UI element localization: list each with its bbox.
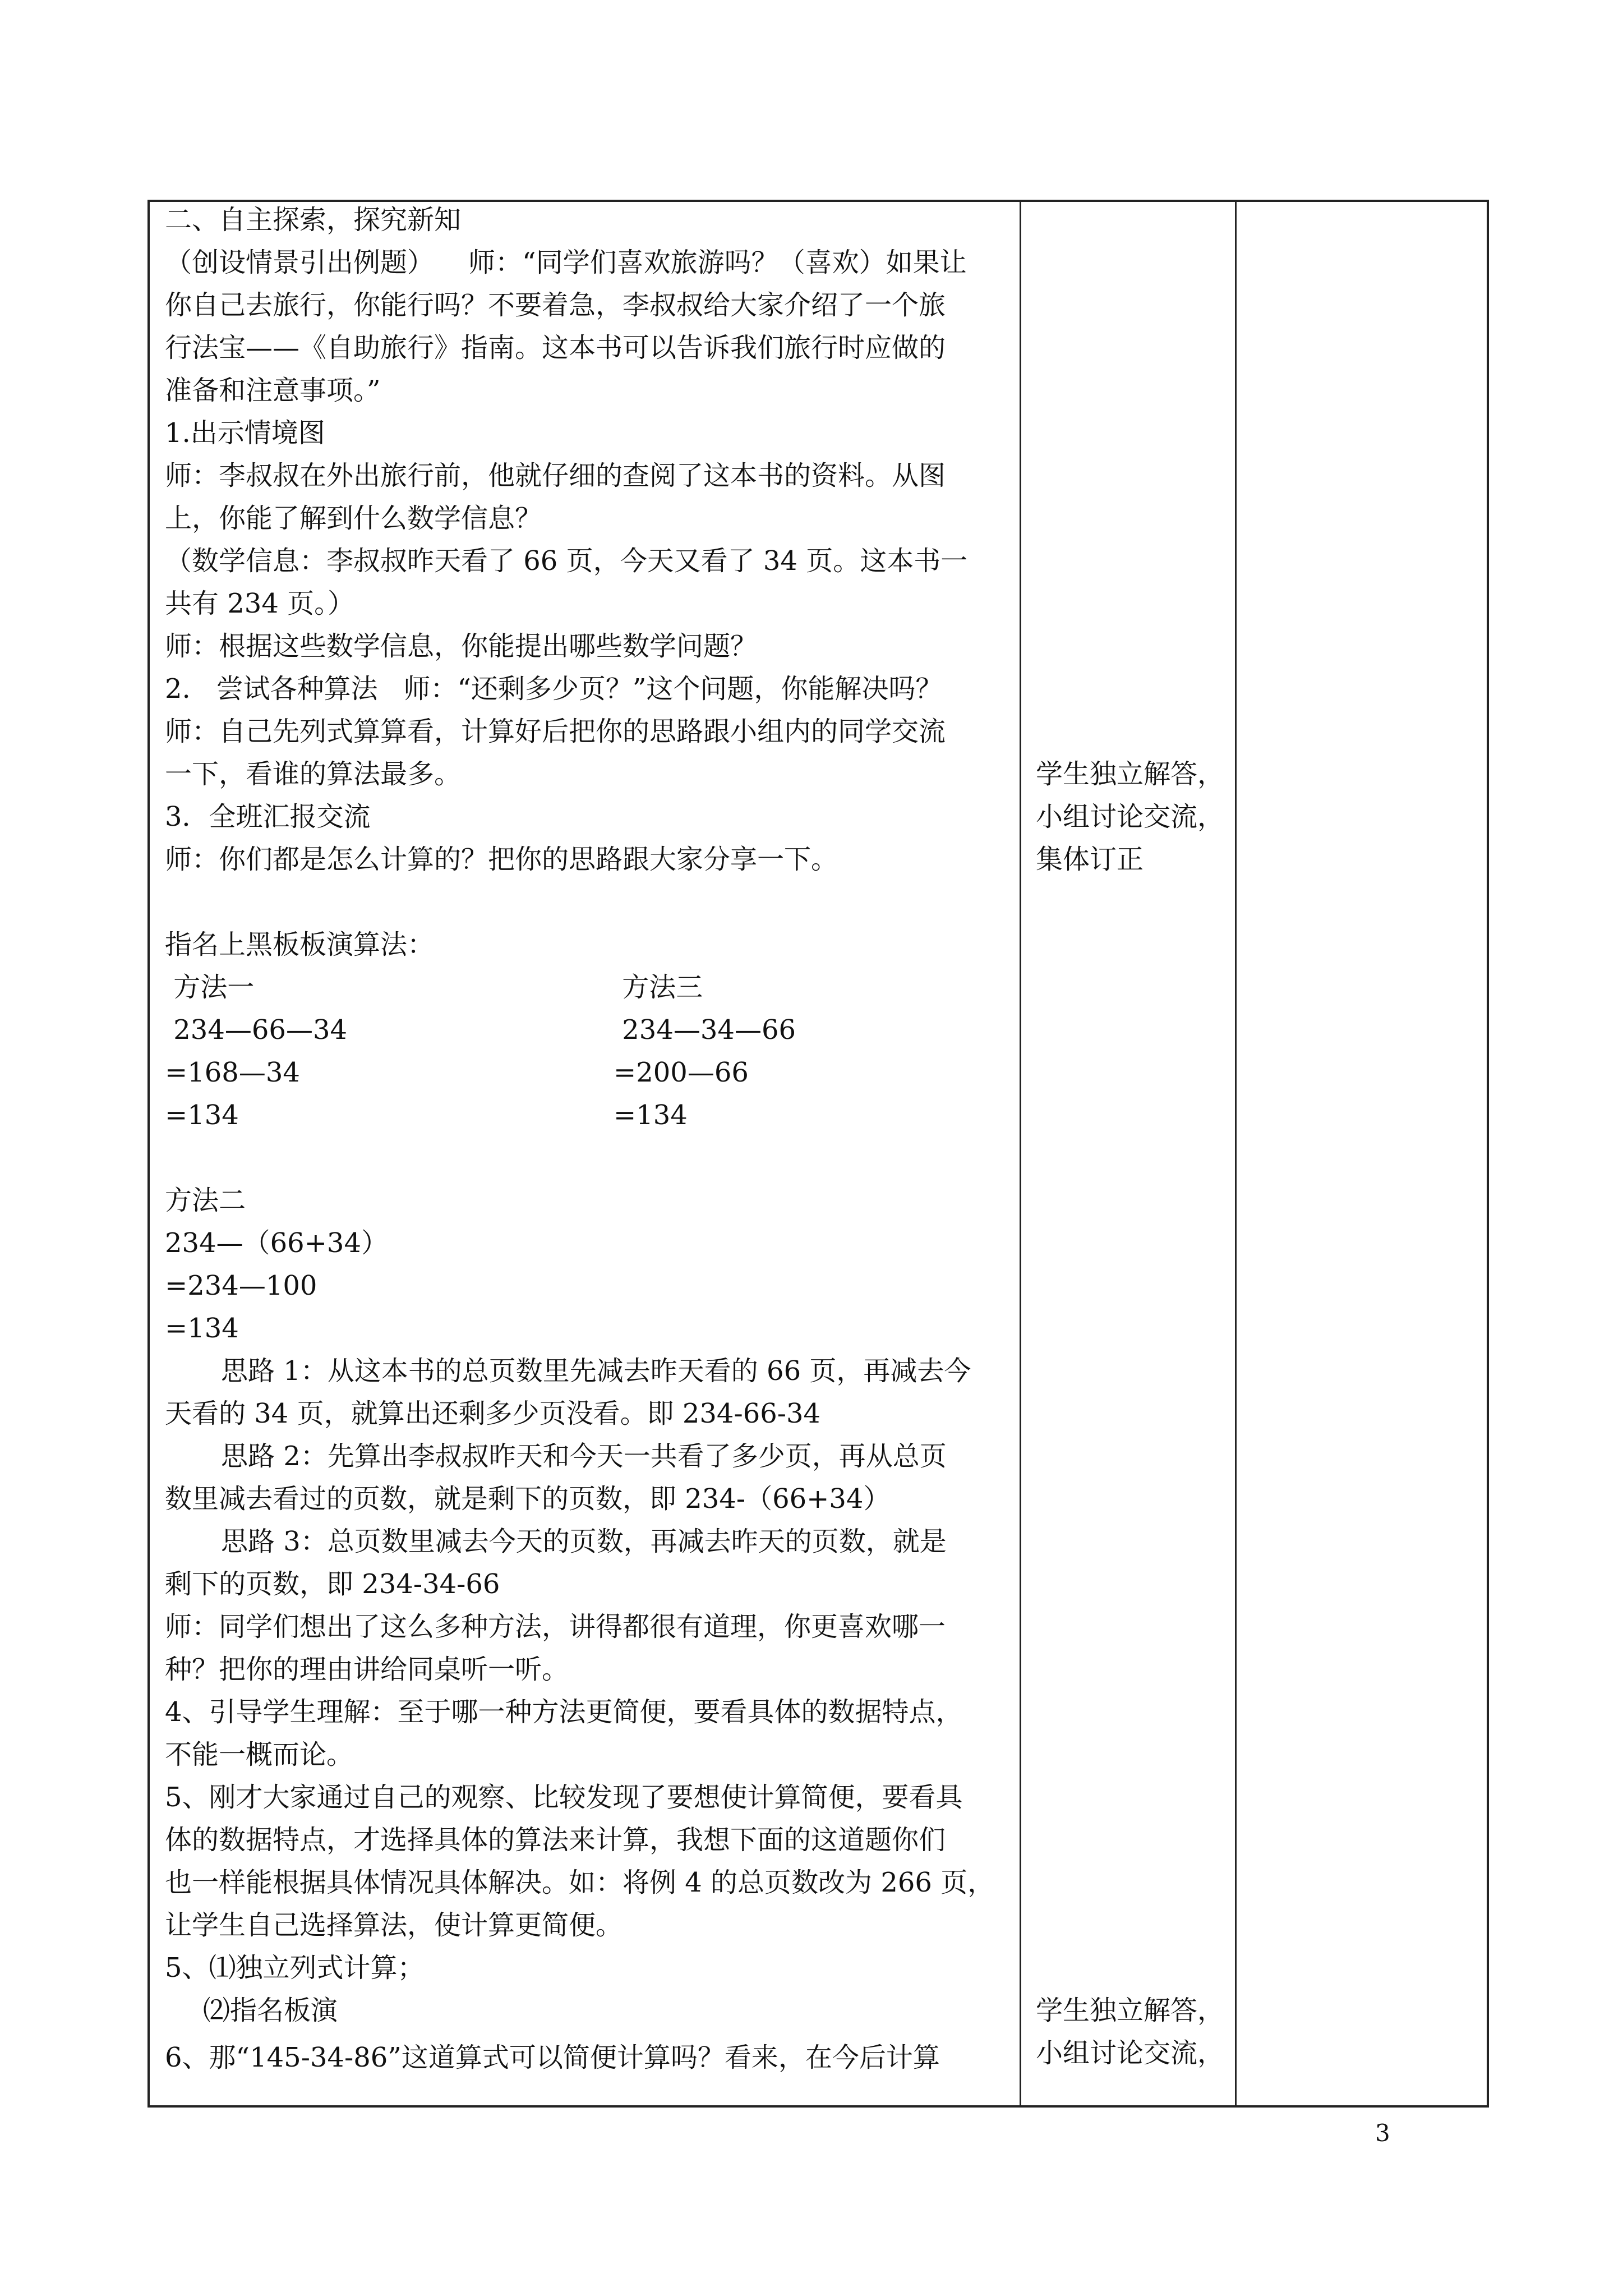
lesson-text-line: 也一样能根据具体情况具体解决。如：将例 4 的总页数改为 266 页， — [165, 1867, 995, 1898]
lesson-text-line: 思路 1：从这本书的总页数里先减去昨天看的 66 页，再减去今 — [221, 1355, 971, 1387]
column-divider — [1235, 202, 1237, 2105]
student-activity-line: 学生独立解答， — [1036, 758, 1225, 790]
lesson-text-line: 4、引导学生理解：至于哪一种方法更简便，要看具体的数据特点， — [165, 1696, 963, 1728]
lesson-text-line: 5、刚才大家通过自己的观察、比较发现了要想使计算简便，要看具 — [165, 1782, 963, 1813]
lesson-text-line: ⑵指名板演 — [203, 1995, 338, 2026]
lesson-text-line: 思路 2：先算出李叔叔昨天和今天一共看了多少页，再从总页 — [221, 1441, 947, 1472]
lesson-text-line: 准备和注意事项。” — [165, 375, 381, 406]
lesson-text-line: 一下，看谁的算法最多。 — [165, 758, 462, 790]
lesson-plan-table — [147, 200, 1489, 2108]
lesson-text-line: 行法宝——《自助旅行》指南。这本书可以告诉我们旅行时应做的 — [165, 332, 946, 364]
lesson-text-line: 234—（66+34） — [165, 1227, 388, 1259]
lesson-text-line: 体的数据特点，才选择具体的算法来计算，我想下面的这道题你们 — [165, 1824, 946, 1856]
lesson-text-line: 方法一 — [165, 972, 255, 1003]
lesson-text-line: =168—34 — [165, 1057, 300, 1088]
lesson-text-line: 二、自主探索，探究新知 — [165, 204, 462, 236]
lesson-text-line: 种？把你的理由讲给同桌听一听。 — [165, 1654, 569, 1685]
lesson-text-line: 师：李叔叔在外出旅行前，他就仔细的查阅了这本书的资料。从图 — [165, 460, 946, 491]
lesson-text-line: （数学信息：李叔叔昨天看了 66 页，今天又看了 34 页。这本书一 — [165, 545, 968, 577]
lesson-text-line: 你自己去旅行，你能行吗？不要着急，李叔叔给大家介绍了一个旅 — [165, 289, 946, 321]
lesson-text-line: 5、⑴独立列式计算； — [165, 1952, 425, 1984]
lesson-text-line: 不能一概而论。 — [165, 1739, 354, 1770]
lesson-text-line: 234—34—66 — [614, 1014, 796, 1046]
lesson-text-line: 指名上黑板板演算法： — [165, 929, 435, 960]
lesson-text-line: 师：自己先列式算算看，计算好后把你的思路跟小组内的同学交流 — [165, 716, 946, 747]
lesson-text-line: 共有 234 页。） — [165, 588, 355, 619]
lesson-text-line: 6、那“145-34-86”这道算式可以简便计算吗？看来，在今后计算 — [165, 2042, 940, 2073]
column-divider — [1020, 202, 1021, 2105]
page-number: 3 — [1375, 2119, 1390, 2147]
lesson-text-line: 师：根据这些数学信息，你能提出哪些数学问题？ — [165, 631, 758, 662]
lesson-text-line: =134 — [165, 1313, 239, 1344]
lesson-text-line: （创设情景引出例题） 师：“同学们喜欢旅游吗？（喜欢）如果让 — [165, 247, 967, 278]
lesson-text-line: =134 — [165, 1099, 239, 1131]
lesson-text-line: 师：你们都是怎么计算的？把你的思路跟大家分享一下。 — [165, 844, 838, 875]
lesson-text-line: 2. 尝试各种算法 师：“还剩多少页？”这个问题，你能解决吗？ — [165, 673, 943, 705]
lesson-text-line: 方法三 — [614, 972, 703, 1003]
student-activity-line: 小组讨论交流， — [1036, 801, 1225, 832]
lesson-text-line: =134 — [614, 1099, 688, 1131]
lesson-text-line: 思路 3：总页数里减去今天的页数，再减去昨天的页数，就是 — [221, 1526, 947, 1557]
student-activity-line: 集体订正 — [1036, 844, 1144, 875]
lesson-text-line: =234—100 — [165, 1270, 317, 1301]
lesson-text-line: 1.出示情境图 — [165, 417, 325, 449]
lesson-text-line: 上，你能了解到什么数学信息？ — [165, 503, 542, 534]
lesson-text-line: 让学生自己选择算法，使计算更简便。 — [165, 1910, 623, 1941]
lesson-text-line: 剩下的页数，即 234-34-66 — [165, 1568, 500, 1600]
lesson-text-line: 方法二 — [165, 1185, 246, 1216]
student-activity-line: 学生独立解答， — [1036, 1995, 1225, 2026]
lesson-text-line: 3．全班汇报交流 — [165, 801, 371, 832]
lesson-text-line: 师：同学们想出了这么多种方法，讲得都很有道理，你更喜欢哪一 — [165, 1611, 946, 1642]
lesson-text-line: =200—66 — [614, 1057, 749, 1088]
student-activity-line: 小组讨论交流， — [1036, 2037, 1225, 2069]
lesson-text-line: 天看的 34 页，就算出还剩多少页没看。即 234-66-34 — [165, 1398, 821, 1429]
lesson-text-line: 数里减去看过的页数，就是剩下的页数，即 234-（66+34） — [165, 1483, 891, 1515]
lesson-text-line: 234—66—34 — [165, 1014, 348, 1046]
